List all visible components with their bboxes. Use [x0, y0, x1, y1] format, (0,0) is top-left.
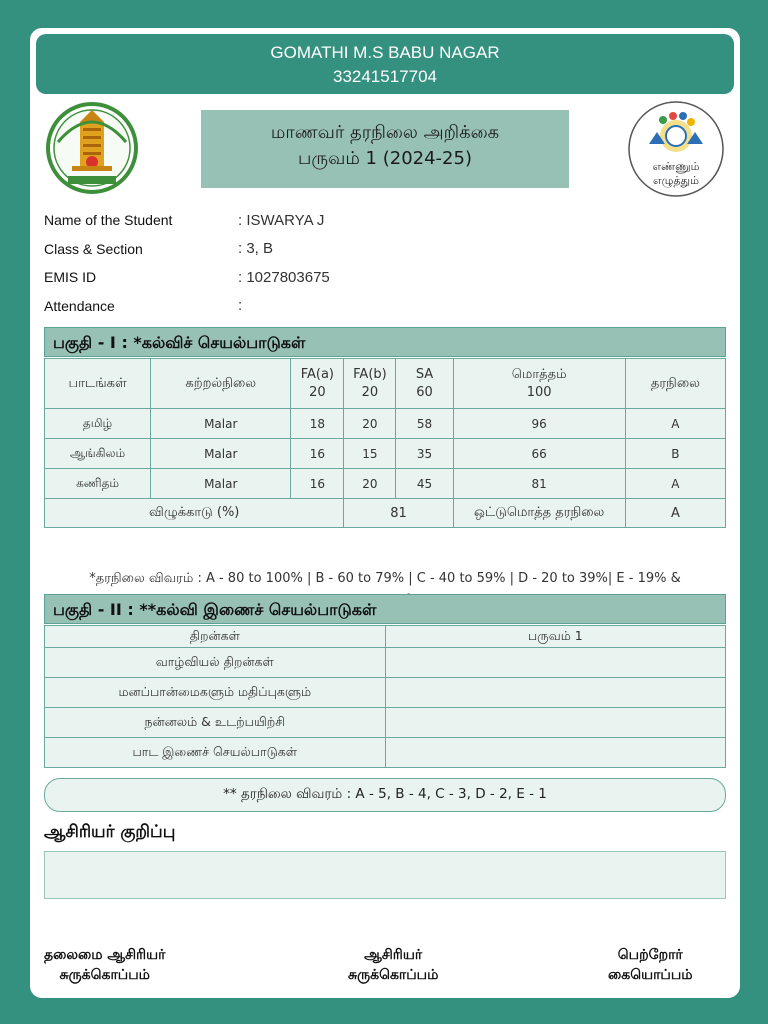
term-cell [385, 678, 725, 708]
percentage-label: விழுக்காடு (%) [45, 499, 344, 528]
ennum-ezhuthum-logo [627, 100, 725, 198]
fa-a-cell: 18 [291, 409, 344, 439]
emis-value: : 1027803675 [238, 268, 330, 286]
sa-cell: 35 [396, 439, 453, 469]
co-scholastic-table [44, 625, 726, 768]
table-row [45, 738, 726, 768]
table-row [45, 439, 726, 469]
overall-grade-value: A [625, 499, 725, 528]
percentage-value: 81 [344, 499, 453, 528]
report-term: பருவம் 1 (2024-25) [298, 148, 472, 169]
part1-heading: பகுதி - I : *கல்விச் செயல்பாடுகள் [44, 327, 726, 357]
table-header-row [45, 626, 726, 648]
emis-label: EMIS ID [44, 269, 97, 286]
fa-a-cell: 16 [291, 469, 344, 499]
info-row-attendance [44, 292, 724, 321]
summary-row [45, 499, 726, 528]
name-label: Name of the Student [44, 212, 173, 229]
info-row-class [44, 235, 724, 264]
name-value: : ISWARYA J [238, 211, 325, 229]
class-label: Class & Section [44, 240, 143, 257]
term-cell [385, 648, 725, 678]
total-cell: 96 [453, 409, 625, 439]
info-row-emis [44, 263, 724, 292]
level-cell: Malar [151, 439, 291, 469]
report-title: மாணவர் தரநிலை அறிக்கை [270, 122, 500, 143]
svg-text:எண்ணும்: எண்ணும் [652, 160, 700, 173]
total-cell: 66 [453, 439, 625, 469]
skill-cell: மனப்பான்மைகளும் மதிப்புகளும் [45, 678, 386, 708]
scholastic-table [44, 358, 726, 528]
report-card [30, 28, 740, 998]
col-term: பருவம் 1 [385, 626, 725, 648]
subject-cell: கணிதம் [45, 469, 151, 499]
table-row [45, 469, 726, 499]
level-cell: Malar [151, 469, 291, 499]
col-total: மொத்தம் 100 [453, 359, 625, 409]
grade-cell: A [625, 409, 725, 439]
sa-cell: 45 [396, 469, 453, 499]
fa-a-cell: 16 [291, 439, 344, 469]
info-row-name [44, 206, 724, 235]
fa-b-cell: 15 [344, 439, 396, 469]
col-fa-a: FA(a) 20 [291, 359, 344, 409]
col-subjects: பாடங்கள் [45, 359, 151, 409]
school-header [36, 34, 734, 94]
grade-cell: B [625, 439, 725, 469]
table-row [45, 708, 726, 738]
grade-cell: A [625, 469, 725, 499]
skill-cell: பாட இணைச் செயல்பாடுகள் [45, 738, 386, 768]
teacher-remarks-box [44, 851, 726, 899]
fa-b-cell: 20 [344, 409, 396, 439]
grade-legend-line1: *தரநிலை விவரம் : A - 80 to 100% | B - 60 to 79% | C - 40 to 59% | D - 20 to 39%| E - 19% & [89, 571, 681, 586]
col-skills: திறன்கள் [45, 626, 386, 648]
fa-b-cell: 20 [344, 469, 396, 499]
overall-grade-label: ஒட்டுமொத்த தரநிலை [453, 499, 625, 528]
sa-cell: 58 [396, 409, 453, 439]
col-grade: தரநிலை [625, 359, 725, 409]
attendance-label: Attendance [44, 297, 115, 314]
teacher-signature: ஆசிரியர் சுருக்கொப்பம் [348, 947, 439, 983]
col-sa: SA 60 [396, 359, 453, 409]
subject-cell: தமிழ் [45, 409, 151, 439]
tn-emblem-logo [44, 102, 140, 194]
table-row [45, 409, 726, 439]
student-info [44, 206, 724, 320]
svg-text:எழுத்தும்: எழுத்தும் [653, 174, 699, 187]
col-fa-b: FA(b) 20 [344, 359, 396, 409]
part2-heading: பகுதி - II : **கல்வி இணைச் செயல்பாடுகள் [44, 594, 726, 624]
co-scholastic-legend: ** தரநிலை விவரம் : A - 5, B - 4, C - 3, D - 2, E - 1 [44, 778, 726, 812]
table-row [45, 648, 726, 678]
table-row [45, 678, 726, 708]
col-learning-level: கற்றல்நிலை [151, 359, 291, 409]
skill-cell: நன்னலம் & உடற்பயிற்சி [45, 708, 386, 738]
report-title-box [201, 110, 569, 188]
level-cell: Malar [151, 409, 291, 439]
skill-cell: வாழ்வியல் திறன்கள் [45, 648, 386, 678]
table-header-row [45, 359, 726, 409]
subject-cell: ஆங்கிலம் [45, 439, 151, 469]
teacher-remarks-title: ஆசிரியர் குறிப்பு [44, 822, 176, 842]
term-cell [385, 708, 725, 738]
term-cell [385, 738, 725, 768]
school-name: GOMATHI M.S BABU NAGAR [270, 43, 500, 62]
school-code: 33241517704 [332, 67, 437, 86]
headmaster-signature: தலைமை ஆசிரியர் சுருக்கொப்பம் [44, 947, 166, 983]
class-value: : 3, B [238, 240, 274, 258]
attendance-value: : [238, 297, 243, 315]
total-cell: 81 [453, 469, 625, 499]
parent-signature: பெற்றோர் கையொப்பம் [608, 947, 693, 983]
